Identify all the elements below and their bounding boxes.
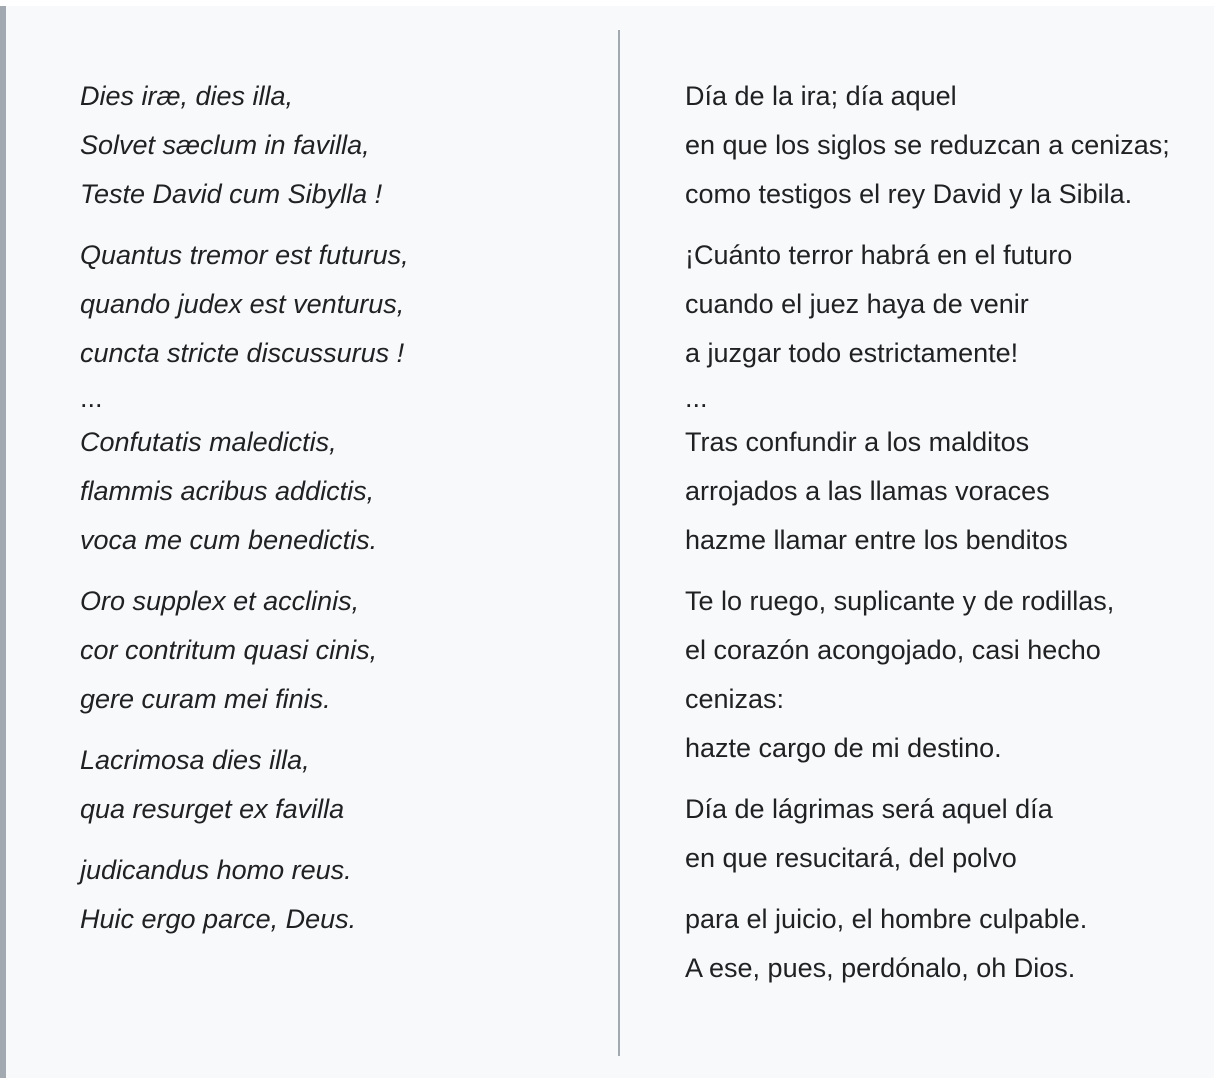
spanish-stanza-2 xyxy=(685,231,1185,378)
latin-line: Confutatis maledictis, xyxy=(80,427,337,457)
latin-line: Quantus tremor est futurus, xyxy=(80,240,409,270)
spanish-line: A ese, pues, perdónalo, oh Dios. xyxy=(685,953,1076,983)
column-divider xyxy=(618,30,620,1056)
spanish-stanza-1 xyxy=(685,72,1185,219)
latin-line: quando judex est venturus, xyxy=(80,289,405,319)
latin-stanza-4 xyxy=(80,577,600,724)
spanish-line: para el juicio, el hombre culpable. xyxy=(685,904,1088,934)
latin-line: qua resurget ex favilla xyxy=(80,794,345,824)
latin-line: Lacrimosa dies illa, xyxy=(80,745,310,775)
spanish-line: el corazón acongojado, casi hecho cenizas: xyxy=(685,635,1101,714)
latin-ellipsis: ... xyxy=(80,383,103,413)
spanish-line: Te lo ruego, suplicante y de rodillas, xyxy=(685,586,1115,616)
latin-line: Dies iræ, dies illa, xyxy=(80,81,294,111)
spanish-ellipsis: ... xyxy=(685,383,708,413)
spanish-line: en que los siglos se reduzcan a cenizas; xyxy=(685,130,1170,160)
latin-line: Teste David cum Sibylla ! xyxy=(80,179,383,209)
spanish-line: en que resucitará, del polvo xyxy=(685,843,1017,873)
spanish-line: ¡Cuánto terror habrá en el futuro xyxy=(685,240,1073,270)
spanish-line: a juzgar todo estrictamente! xyxy=(685,338,1019,368)
spanish-line: Día de la ira; día aquel xyxy=(685,81,957,111)
latin-column xyxy=(80,72,600,956)
spanish-stanza-3 xyxy=(685,418,1185,565)
latin-line: judicandus homo reus. xyxy=(80,855,352,885)
spanish-stanza-ellipsis xyxy=(685,378,1185,418)
latin-line: Solvet sæclum in favilla, xyxy=(80,130,370,160)
spanish-line: hazme llamar entre los benditos xyxy=(685,525,1068,555)
spanish-line: cuando el juez haya de venir xyxy=(685,289,1029,319)
latin-stanza-6 xyxy=(80,846,600,944)
latin-stanza-2 xyxy=(80,231,600,378)
latin-stanza-1 xyxy=(80,72,600,219)
latin-line: cor contritum quasi cinis, xyxy=(80,635,378,665)
spanish-stanza-6 xyxy=(685,895,1185,993)
spanish-stanza-4 xyxy=(685,577,1185,773)
latin-stanza-3 xyxy=(80,418,600,565)
poem-blockquote xyxy=(0,6,1214,1078)
spanish-line: Día de lágrimas será aquel día xyxy=(685,794,1053,824)
latin-stanza-ellipsis xyxy=(80,378,600,418)
latin-line: voca me cum benedictis. xyxy=(80,525,378,555)
latin-line: Huic ergo parce, Deus. xyxy=(80,904,357,934)
spanish-line: Tras confundir a los malditos xyxy=(685,427,1030,457)
spanish-stanza-5 xyxy=(685,785,1185,883)
spanish-line: arrojados a las llamas voraces xyxy=(685,476,1050,506)
latin-line: gere curam mei finis. xyxy=(80,684,331,714)
latin-stanza-5 xyxy=(80,736,600,834)
spanish-line: hazte cargo de mi destino. xyxy=(685,733,1002,763)
latin-line: flammis acribus addictis, xyxy=(80,476,375,506)
latin-line: Oro supplex et acclinis, xyxy=(80,586,360,616)
spanish-line: como testigos el rey David y la Sibila. xyxy=(685,179,1133,209)
latin-line: cuncta stricte discussurus ! xyxy=(80,338,405,368)
spanish-column xyxy=(685,72,1185,1005)
